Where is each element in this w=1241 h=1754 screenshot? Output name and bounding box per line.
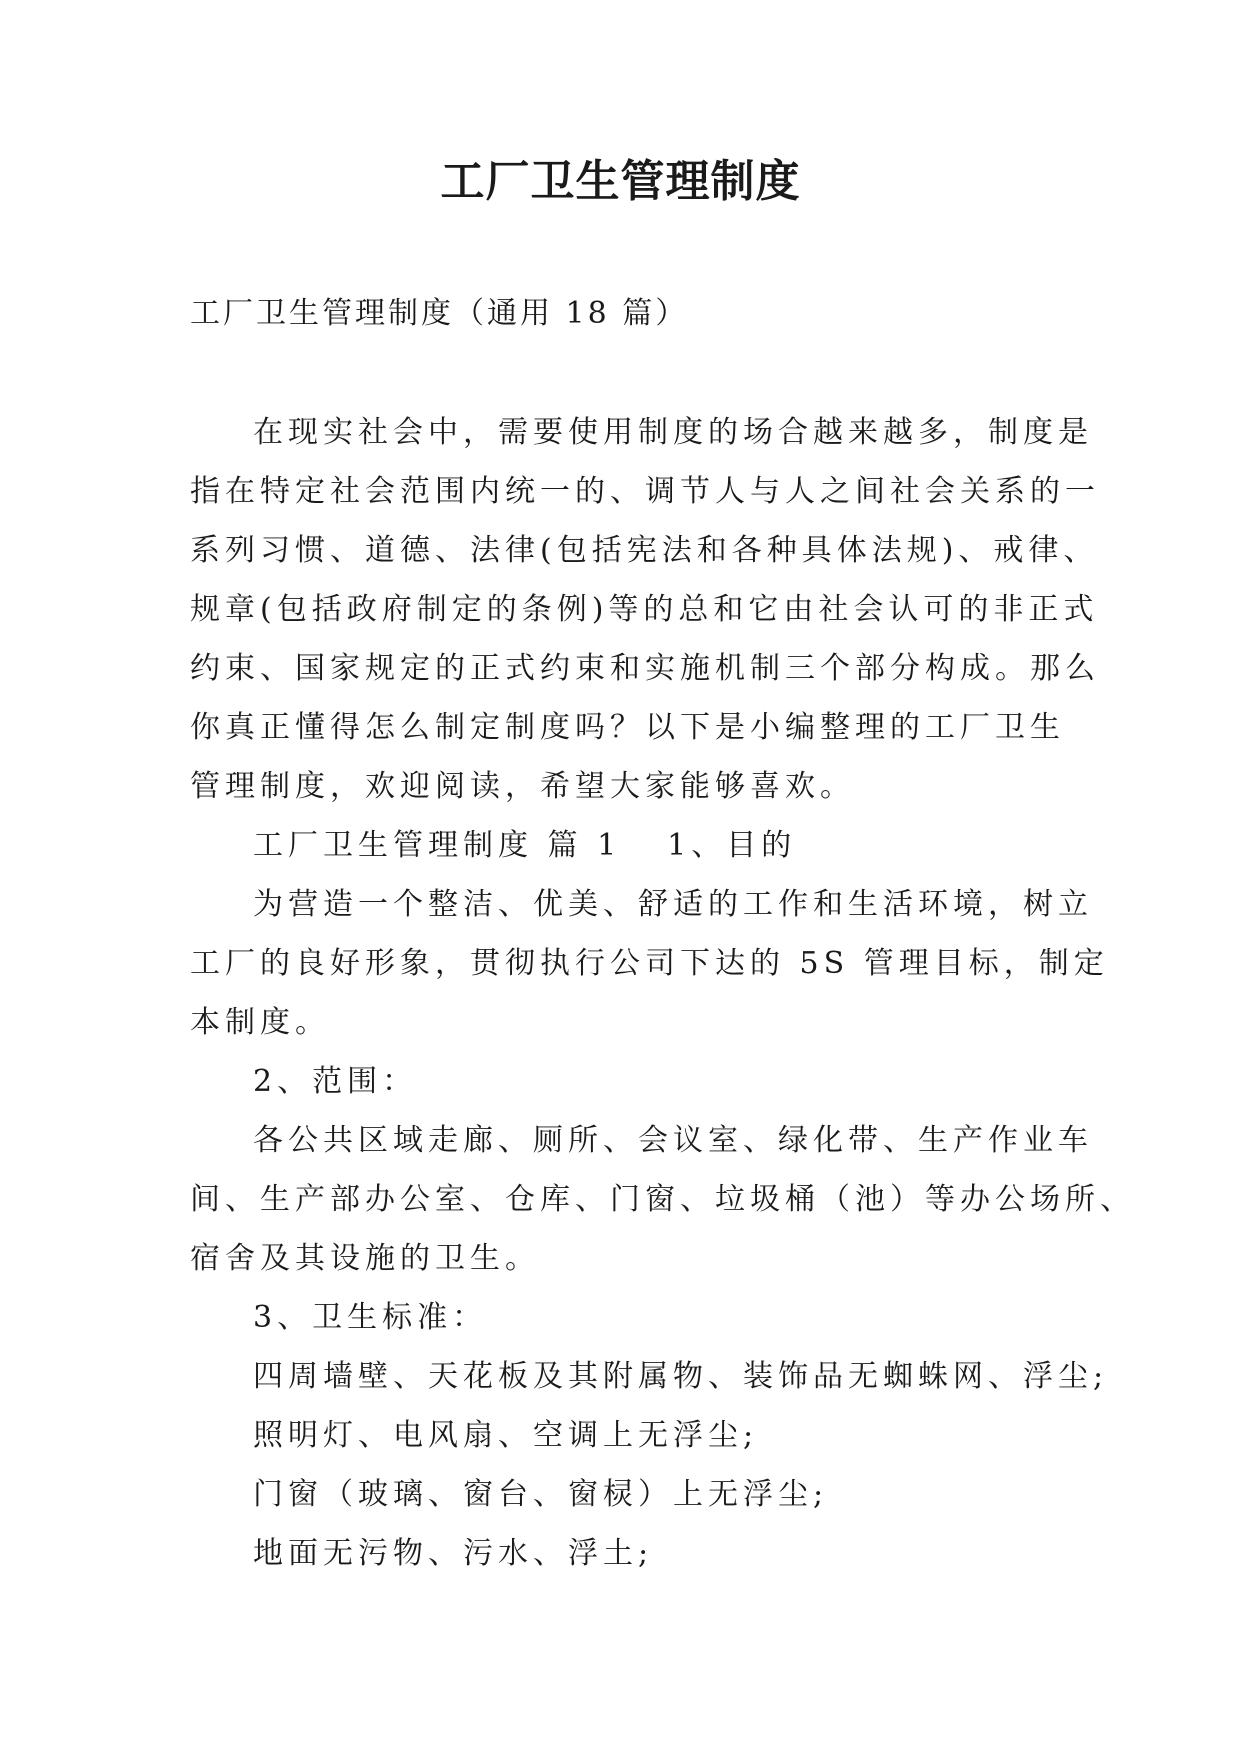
body-line: 四周墙壁、天花板及其附属物、装饰品无蜘蛛网、浮尘; (253, 1359, 1109, 1394)
body-line: 各公共区域走廊、厕所、会议室、绿化带、生产作业车 (253, 1123, 1093, 1158)
section-heading-line (190, 816, 1060, 875)
body-line: 你真正懂得怎么制定制度吗？以下是小编整理的工厂卫生 (190, 710, 1065, 745)
body-line: 工厂的良好形象，贯彻执行公司下达的 5S 管理目标，制定 (190, 946, 1109, 981)
body-line: 指在特定社会范围内统一的、调节人与人之间社会关系的一 (190, 474, 1100, 509)
body-line: 为营造一个整洁、优美、舒适的工作和生活环境，树立 (253, 887, 1093, 922)
body-line: 约束、国家规定的正式约束和实施机制三个部分构成。那么 (190, 651, 1100, 686)
section-heading: 工厂卫生管理制度 篇 1 (253, 828, 622, 863)
body-line: 间、生产部办公室、仓库、门窗、垃圾桶（池）等办公场所、 (190, 1182, 1135, 1217)
body-line: 规章(包括政府制定的条例)等的总和它由社会认可的非正式 (190, 592, 1099, 627)
body-line: 门窗（玻璃、窗台、窗棂）上无浮尘; (253, 1477, 829, 1512)
body-line: 地面无污物、污水、浮土; (253, 1536, 654, 1571)
section-item: 1、目的 (667, 828, 797, 863)
document-body (190, 403, 1135, 1583)
page-title: 工厂卫生管理制度 (440, 156, 801, 207)
body-line: 3、卫生标准： (253, 1300, 488, 1335)
body-line: 宿舍及其设施的卫生。 (190, 1241, 540, 1276)
body-line: 管理制度，欢迎阅读，希望大家能够喜欢。 (190, 769, 855, 804)
body-line: 系列习惯、道德、法律(包括宪法和各种具体法规)、戒律、 (190, 533, 1099, 568)
body-line: 照明灯、电风扇、空调上无浮尘; (253, 1418, 759, 1453)
document-subtitle: 工厂卫生管理制度（通用 18 篇） (190, 296, 689, 331)
body-line: 2、范围： (253, 1064, 418, 1099)
body-line: 在现实社会中，需要使用制度的场合越来越多，制度是 (253, 415, 1093, 450)
body-line: 本制度。 (190, 1005, 330, 1040)
